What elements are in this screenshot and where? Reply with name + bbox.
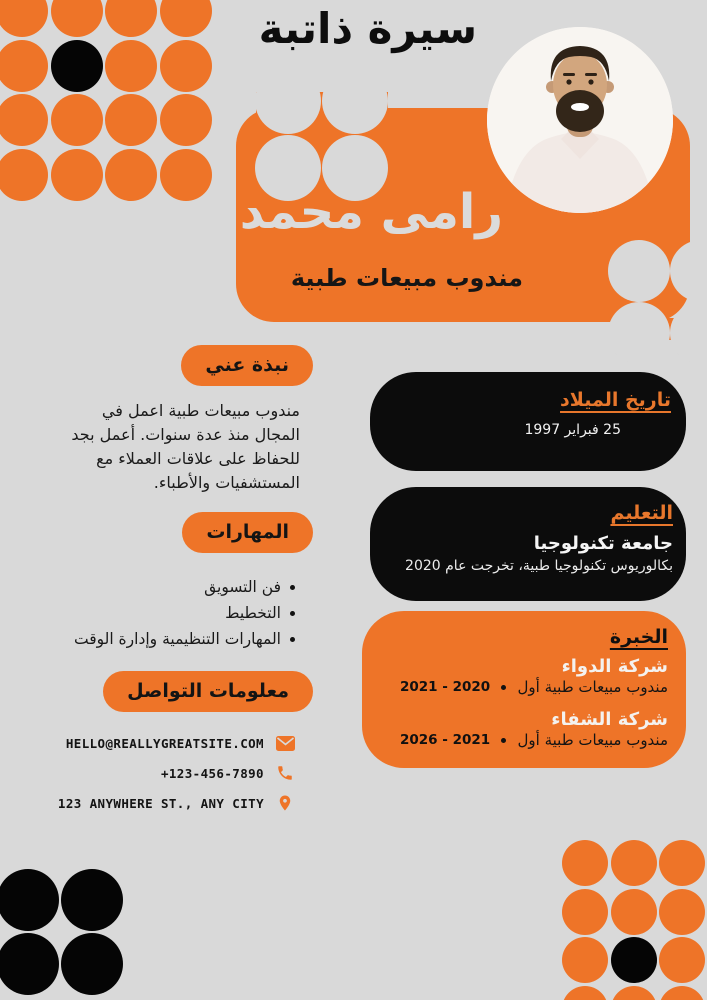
bullet-icon: [290, 585, 295, 590]
experience-card: [362, 611, 686, 768]
orange-circle-dot: [160, 149, 212, 201]
experience-role-row: [378, 678, 668, 696]
orange-circle-dot: [562, 840, 608, 886]
orange-circle-dot: [611, 986, 657, 1000]
skill-item: [74, 630, 295, 648]
person-job-title: مندوب مبيعات طبية: [290, 264, 523, 292]
orange-circle-dot: [51, 0, 103, 37]
bullet-icon: [290, 611, 295, 616]
education-degree: بكالوريوس تكنولوجيا طبية، تخرجت عام 2020: [405, 558, 673, 574]
experience-role-row: [378, 731, 668, 749]
birth-date-value: 25 فبراير 1997: [524, 422, 621, 438]
envelope-icon: [275, 733, 295, 753]
orange-circle-dot: [51, 149, 103, 201]
orange-circle-dot: [659, 986, 705, 1000]
bullet-icon: [501, 738, 506, 743]
phone-icon: [275, 763, 295, 783]
contact-item-email: [58, 733, 295, 753]
about-text: مندوب مبيعات طبية اعمل في المجال منذ عدة سنوات. أعمل بجد للحفاظ على علاقات العملاء مع المستشفيات والأطباء.: [71, 401, 300, 492]
scallop-cutout: [608, 302, 670, 364]
scallop-cutout: [322, 68, 388, 134]
orange-circle-dot: [0, 0, 48, 37]
section-pill-about: نبذة عني: [181, 345, 313, 386]
scallop-cutout: [255, 68, 321, 134]
birth-date-card: [370, 372, 686, 471]
orange-circle-dot: [562, 986, 608, 1000]
orange-circle-dot: [0, 40, 48, 92]
page-title: سيرة ذاتبة: [258, 4, 477, 53]
profile-photo-illustration: [487, 27, 673, 213]
experience-dates: 2021 - 2020: [400, 679, 491, 695]
orange-circle-dot: [160, 40, 212, 92]
contact-address: 123 ANYWHERE ST., ANY CITY: [57, 795, 264, 811]
black-circle-dot: [51, 40, 103, 92]
orange-circle-dot: [611, 840, 657, 886]
dot-grid-bottom-left: [0, 869, 123, 995]
contact-item-phone: [58, 763, 295, 783]
orange-circle-dot: [105, 94, 157, 146]
orange-circle-dot: [562, 937, 608, 983]
profile-photo: [487, 27, 673, 213]
black-circle-dot: [611, 937, 657, 983]
orange-circle-dot: [105, 149, 157, 201]
contact-item-address: [58, 793, 295, 813]
skill-label: المهارات التنظيمية وإدارة الوقت: [73, 630, 281, 648]
experience-company: شركة الشفاء: [551, 709, 668, 730]
contact-phone: +123-456-7890: [160, 765, 264, 781]
black-circle-dot: [61, 933, 123, 995]
contact-list: [58, 733, 295, 813]
black-circle-dot: [61, 869, 123, 931]
orange-circle-dot: [659, 840, 705, 886]
education-heading: التعليم: [610, 502, 673, 524]
skill-label: فن التسويق: [204, 578, 281, 596]
experience-dates: 2026 - 2021: [400, 732, 491, 748]
person-name: رامى محمد: [239, 184, 503, 240]
orange-circle-dot: [611, 889, 657, 935]
skills-list: [74, 578, 295, 648]
birth-date-heading: تاريخ الميلاد: [560, 389, 671, 411]
scallop-cutout: [608, 240, 670, 302]
experience-dates-group: [400, 679, 506, 695]
education-university: جامعة تكنولوجيا: [533, 533, 673, 554]
dot-grid-top-left: [0, 0, 212, 201]
bullet-icon: [290, 637, 295, 642]
orange-circle-dot: [160, 94, 212, 146]
skill-item: [74, 604, 295, 622]
orange-circle-dot: [105, 40, 157, 92]
experience-dates-group: [400, 732, 506, 748]
black-circle-dot: [0, 869, 59, 931]
dot-grid-bottom-right: [562, 840, 705, 1000]
experience-heading: الخبرة: [609, 626, 668, 648]
contact-email: HELLO@REALLYGREATSITE.COM: [65, 735, 264, 751]
orange-circle-dot: [659, 889, 705, 935]
orange-circle-dot: [105, 0, 157, 37]
experience-role: مندوب مبيعات طبية أول: [517, 678, 668, 696]
skill-item: [74, 578, 295, 596]
orange-circle-dot: [0, 94, 48, 146]
skill-label: التخطيط: [225, 604, 281, 622]
section-pill-skills: المهارات: [182, 512, 313, 553]
bullet-icon: [501, 685, 506, 690]
experience-company: شركة الدواء: [561, 656, 668, 677]
orange-circle-dot: [160, 0, 212, 37]
location-pin-icon: [275, 793, 295, 813]
orange-circle-dot: [659, 937, 705, 983]
orange-circle-dot: [51, 94, 103, 146]
orange-circle-dot: [562, 889, 608, 935]
orange-circle-dot: [0, 149, 48, 201]
section-pill-contact: معلومات التواصل: [103, 671, 313, 712]
education-card: [370, 487, 686, 601]
experience-role: مندوب مبيعات طبية أول: [517, 731, 668, 749]
black-circle-dot: [0, 933, 59, 995]
